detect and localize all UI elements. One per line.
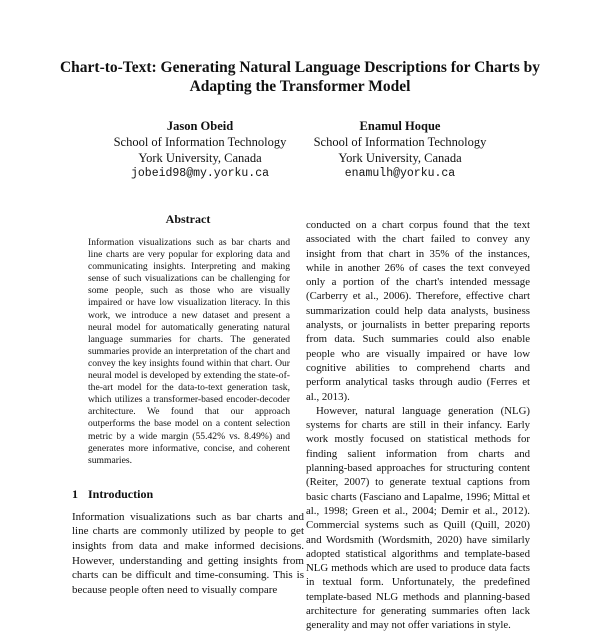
author-institution: York University, Canada: [338, 151, 462, 165]
author-name: Enamul Hoque: [359, 119, 441, 133]
body-paragraph-1: conducted on a chart corpus found that the text associated with the chart failed to convey any insight from that chart in 35% of the instances, while in another 26% of cases the text conveyed only a portion of the chart's intended message (Carberry et al., 2006). Therefore, effective chart summarization could help data analysts, business analysts, or journalists in better preparing reports from data. Such summaries could also enable people who are visually impaired or have low cognitive abilities to comprehend charts and perform analytical tasks through audio (Ferres et al., 2013).: [306, 219, 530, 403]
author-block-2: [300, 118, 500, 182]
paper-title: Chart-to-Text: Generating Natural Language Descriptions for Charts by Adapting the Transformer Model: [59, 59, 541, 95]
section-number: 1: [72, 486, 78, 501]
author-email: jobeid98@my.yorku.ca: [130, 167, 270, 180]
abstract-text: Information visualizations such as bar charts and line charts are very popular for exploring data and communicating insights. Interpreting and making sense of such visualizations can be challenging for some people, such as those who are visually impaired or have low visualization literacy. In this work, we introduce a new dataset and present a neural model for automatically generating natural language summaries for charts. The generated summaries provide an interpretation of the chart and convey the key insights found within that chart. Our neural model is developed by extending the state-of-the-art model for the data-to-text generation task, which utilizes a transformer-based encoder-decoder architecture. We found that our approach outperforms the base model on a content selection metric by a wide margin (55.42% vs. 8.49%) and generates more informative, concise, and coherent summaries.: [88, 237, 290, 466]
left-column: [72, 212, 304, 597]
body-paragraph-2: However, natural language generation (NLG) systems for charts are still in their infancy. Early work mostly focused on statistical methods for finding salient information from charts and planning-based approaches for structuring content (Reiter, 2007) to generate textual captions from basic charts (Fasciano and Lapalme, 1996; Mittal et al., 1998; Green et al., 2004; Demir et al., 2012). Commercial systems such as Quill (Quill, 2020) and Wordsmith (Wordsmith, 2020) have similarly adopted statistical algorithms and template-based NLG methods which are used to produce data facts in textual form. Unfortunately, the predefined template-based NLG methods and planning-based architecture for generating summaries often lack generality and may not offer variations in style.: [306, 404, 530, 632]
author-affiliation: School of Information Technology: [113, 135, 287, 149]
section-heading-introduction: [72, 487, 304, 502]
introduction-text: Information visualizations such as bar charts and line charts are commonly utilized by people to get insights from data and make informed decisions. However, understanding and getting insights from charts can be difficult and time-consuming. This is because people often need to visually compare: [72, 510, 304, 596]
author-name: Jason Obeid: [166, 119, 234, 133]
author-institution: York University, Canada: [138, 151, 262, 165]
author-affiliation: School of Information Technology: [313, 135, 487, 149]
right-column-body: [306, 218, 530, 633]
author-email: enamulh@yorku.ca: [344, 167, 456, 180]
section-title-text: Introduction: [88, 486, 154, 501]
abstract-heading: Abstract: [165, 212, 211, 226]
author-block-1: [100, 118, 300, 182]
